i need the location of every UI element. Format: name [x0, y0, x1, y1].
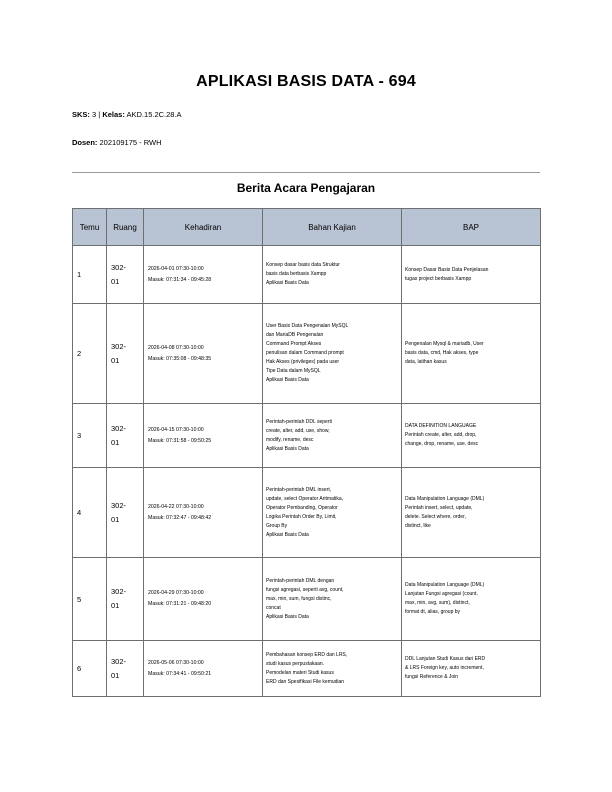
document-title: APLIKASI BASIS DATA - 694: [196, 73, 416, 90]
ruang-cell: 302- 01: [107, 468, 144, 558]
table-row: [73, 246, 541, 304]
ruang-cell: 302- 01: [107, 641, 144, 697]
bahan-kajian-cell: User Basis Data Pengenalan MySQL dan MariaDB Pengenalan Command Prompt Akses penulisan dalam Command prompt Hak Akses (privileges) pada user Tipe Data dalam MySQL Aplikasi Basis Data: [263, 304, 402, 404]
bap-cell: Data Manipulation Language (DML) Perintah insert, select, update, delete. Select where, order, distinct, like: [402, 468, 541, 558]
header-kehadiran: Kehadiran: [144, 209, 263, 246]
dosen-value: 202109175 - RWH: [99, 138, 162, 147]
ruang-cell: 302- 01: [107, 246, 144, 304]
kehadiran-cell: 2026-05-06 07:30-10:00 Masuk: 07:34:41 - 09:50:21: [144, 641, 263, 697]
bap-cell: DDL Lanjutan Studi Kasus dari ERD & LRS Foreign key, auto increment, fungsi Reference & Join: [402, 641, 541, 697]
kehadiran-cell: 2026-04-22 07:30-10:00 Masuk: 07:32:47 - 09:48:42: [144, 468, 263, 558]
bap-cell: Pengenalan Mysql & mariadb, User basis data, cmd, Hak akses, type data, latihan kasus: [402, 304, 541, 404]
kelas-value: AKD.15.2C.28.A: [126, 110, 182, 119]
course-info-line: [72, 110, 182, 119]
dosen-label: Dosen:: [72, 138, 98, 147]
table-row: [73, 641, 541, 697]
kehadiran-cell: 2026-04-29 07:30-10:00 Masuk: 07:31:21 - 09:48:20: [144, 558, 263, 641]
temu-cell: 3: [73, 404, 107, 468]
ruang-cell: 302- 01: [107, 304, 144, 404]
temu-cell: 1: [73, 246, 107, 304]
bahan-kajian-cell: Pembahasan konsep ERD dan LRS, studi kasus perpustakaan. Pemodelan materi Studi kasus ERD dan Spesifikasi File kemudian: [263, 641, 402, 697]
table-header-row: [73, 209, 541, 246]
bahan-kajian-cell: Perintah-perintah DML insert, update, select Operator Aritmatika, Operator Pembanding, Operator Logika Perintah Order By, Limit, Group By Aplikasi Basis Data: [263, 468, 402, 558]
info-separator: |: [98, 110, 101, 119]
kehadiran-cell: 2026-04-15 07:30-10:00 Masuk: 07:31:58 - 09:50:25: [144, 404, 263, 468]
bahan-kajian-cell: Perintah-perintah DDL seperti create, alter, add, use, show, modify, rename, desc Aplikasi Basis Data: [263, 404, 402, 468]
temu-cell: 6: [73, 641, 107, 697]
kehadiran-cell: 2026-04-08 07:30-10:00 Masuk: 07:35:08 - 09:48:35: [144, 304, 263, 404]
header-ruang: Ruang: [107, 209, 144, 246]
bahan-kajian-cell: Perintah-perintah DML dengan fungsi agregasi, seperti avg, count, max, min, sum, fungsi distinc, concat Aplikasi Basis Data: [263, 558, 402, 641]
ruang-cell: 302- 01: [107, 558, 144, 641]
teaching-report-table: [72, 208, 541, 697]
header-temu: Temu: [73, 209, 107, 246]
bap-cell: Data Manipulation Language (DML) Lanjutan Fungsi agregasi (count, max, min, avg, sum), distinct, format dt, alias, group by: [402, 558, 541, 641]
lecturer-info-line: [72, 138, 162, 147]
kelas-label: Kelas:: [102, 110, 125, 119]
temu-cell: 2: [73, 304, 107, 404]
sks-label: SKS:: [72, 110, 90, 119]
sks-value: 3: [92, 110, 97, 119]
header-bap: BAP: [402, 209, 541, 246]
bap-cell: Konsep Dasar Basis Data Penjelasan tugas project berbasis Xampp: [402, 246, 541, 304]
table-row: [73, 304, 541, 404]
temu-cell: 5: [73, 558, 107, 641]
ruang-cell: 302- 01: [107, 404, 144, 468]
bahan-kajian-cell: Konsep dasar basis data Struktur basis data berbasis Xampp Aplikasi Basis Data: [263, 246, 402, 304]
header-bahan-kajian: Bahan Kajian: [263, 209, 402, 246]
kehadiran-cell: 2026-04-01 07:30-10:00 Masuk: 07:31:34 - 09:45:28: [144, 246, 263, 304]
table-title: Berita Acara Pengajaran: [236, 181, 376, 195]
table-row: [73, 558, 541, 641]
bap-cell: DATA DEFINITION LANGUAGE Perintah create, alter, add, drop, change, drop, rename, use, desc: [402, 404, 541, 468]
divider: [72, 172, 540, 173]
table-row: [73, 468, 541, 558]
table-row: [73, 404, 541, 468]
temu-cell: 4: [73, 468, 107, 558]
